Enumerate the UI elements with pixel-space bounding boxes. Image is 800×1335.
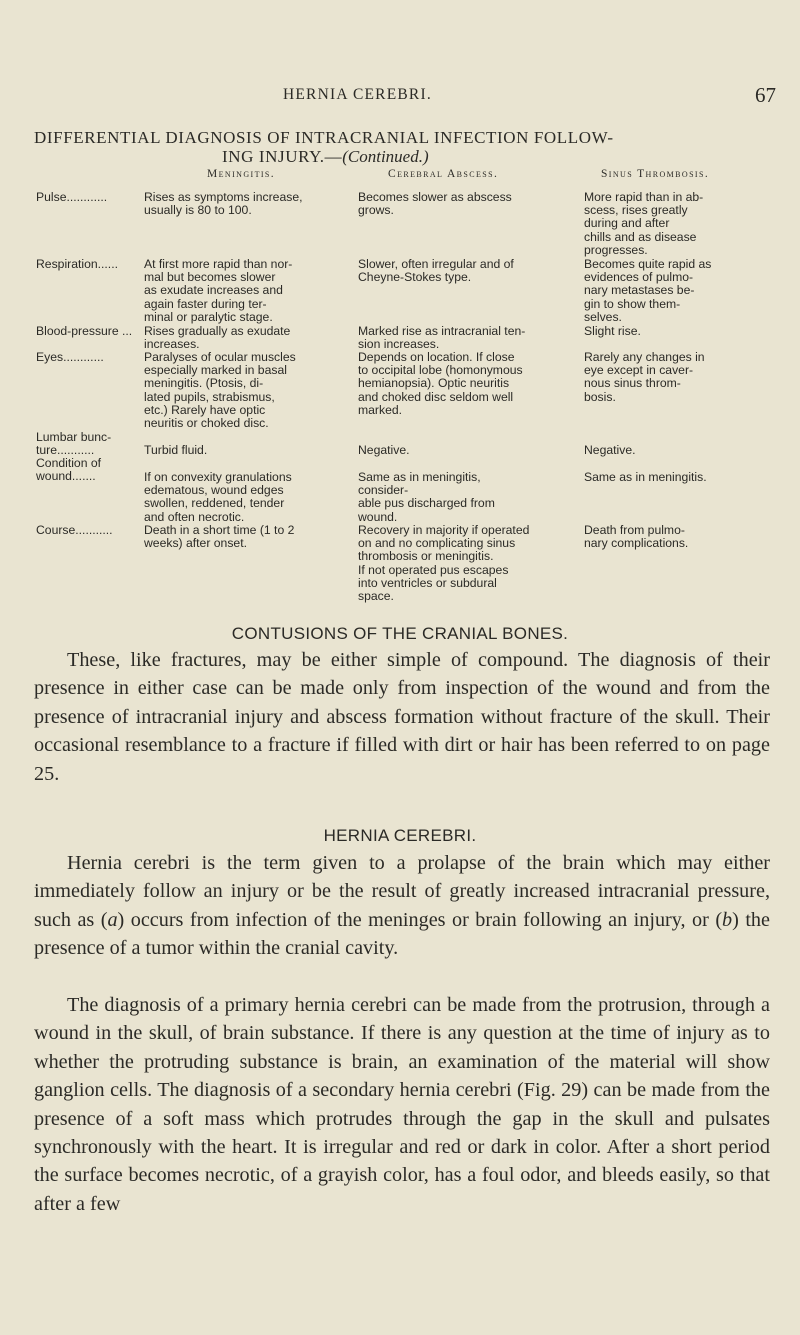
cell-respiration-abscess: Slower, often irregular and of Cheyne-Stokes type.: [358, 257, 514, 285]
cell-pulse-meningitis: Rises as symptoms increase, usually is 80 to 100.: [144, 190, 303, 218]
row-label-lumbar-puncture: Lumbar bunc- ture...........: [36, 430, 112, 458]
row-label-pulse: Pulse............: [36, 190, 108, 204]
cell-blood-pressure-meningitis: Rises gradually as exudate increases.: [144, 324, 291, 352]
table-title: [34, 128, 774, 166]
table-title-line2-text: ING INJURY.—: [222, 147, 343, 166]
cell-eyes-abscess: Depends on location. If close to occipital lobe (homonymous hemianopsia). Optic neuritis and choked disc seldom well marked.: [358, 350, 523, 417]
hernia-p1-letter-a: a: [107, 908, 118, 931]
contusions-paragraph: These, like fractures, may be either simple of compound. The diagnosis of their presence in either case can be made only from inspection of the wound and from the presence of intracranial injury and abscess formation without fracture of the skull. Their occasional resemblance to a fracture if filled with dirt or hair has been referred to on page 25.: [34, 649, 770, 785]
hernia-p1-letter-b: b: [722, 908, 733, 931]
hernia-p1-part-c: ) the presence of a tumor within the cranial cavity.: [34, 908, 770, 960]
contusions-heading: CONTUSIONS OF THE CRANIAL BONES.: [231, 624, 569, 643]
cell-blood-pressure-abscess: Marked rise as intracranial ten- sion increases.: [358, 324, 526, 352]
hernia-paragraph-2: The diagnosis of a primary hernia cerebri can be made from the protrusion, through a wound in the skull, of brain substance. If there is any question at the time of injury as to whether the protruding substance is brain, an examination of the material will show ganglion cells. The diagnosis of a secondary hernia cerebri (Fig. 29) can be made from the presence of a soft mass which protrudes through the gap in the skull and pulsates synchronously with the heart. It is irregular and red or dark in color. After a short period the surface becomes necrotic, of a grayish color, has a foul odor, and bleeds easily, so that after a few: [34, 994, 770, 1215]
hernia-p1-part-a: Hernia cerebri is the term given to a prolapse of the brain which may either immediately follow an injury or be the result of greatly increased intracranial pressure, such as (: [34, 852, 770, 931]
page-number: 67: [755, 83, 776, 107]
cell-pulse-abscess: Becomes slower as abscess grows.: [358, 190, 512, 218]
row-label-respiration: Respiration......: [36, 257, 118, 271]
row-label-blood-pressure: Blood-pressure ...: [36, 324, 133, 338]
cell-lumbar-puncture-meningitis: Turbid fluid.: [144, 443, 208, 457]
cell-course-abscess: Recovery in majority if operated on and no complicating sinus thrombosis or meningitis. If not operated pus escapes into ventricles or subdural space.: [358, 523, 530, 604]
row-label-eyes: Eyes............: [36, 350, 104, 364]
cell-pulse-sinus: More rapid than in ab- scess, rises greatly during and after chills and as disease progresses.: [584, 190, 704, 257]
cell-course-meningitis: Death in a short time (1 to 2 weeks) after onset.: [144, 523, 295, 551]
running-title: HERNIA CEREBRI.: [283, 86, 432, 103]
row-label-course: Course...........: [36, 523, 113, 537]
column-header-abscess: Cerebral Abscess.: [388, 168, 499, 180]
cell-wound-abscess: Same as in meningitis, consider- able pus discharged from wound.: [358, 470, 495, 524]
cell-eyes-sinus: Rarely any changes in eye except in caver- nous sinus throm- bosis.: [584, 350, 705, 404]
cell-lumbar-puncture-abscess: Negative.: [358, 443, 410, 457]
page-header: [0, 83, 800, 110]
column-header-sinus-thrombosis: Sinus Thrombosis.: [601, 168, 710, 180]
cell-wound-meningitis: If on convexity granulations edematous, wound edges swollen, reddened, tender and often necrotic.: [144, 470, 292, 524]
column-header-meningitis: Meningitis.: [207, 168, 276, 180]
cell-respiration-meningitis: At first more rapid than nor- mal but becomes slower as exudate increases and again faster during ter- minal or paralytic stage.: [144, 257, 293, 324]
cell-respiration-sinus: Becomes quite rapid as evidences of pulmo- nary metastases be- gin to show them- selves.: [584, 257, 712, 324]
cell-wound-sinus: Same as in meningitis.: [584, 470, 707, 484]
table-title-line1: DIFFERENTIAL DIAGNOSIS OF INTRACRANIAL INFECTION FOLLOW-: [34, 128, 614, 147]
cell-lumbar-puncture-sinus: Negative.: [584, 443, 636, 457]
table-title-line2: [34, 147, 774, 166]
row-label-condition-of-wound: Condition of wound.......: [36, 456, 102, 484]
hernia-heading: HERNIA CEREBRI.: [323, 826, 477, 845]
cell-course-sinus: Death from pulmo- nary complications.: [584, 523, 689, 551]
cell-blood-pressure-sinus: Slight rise.: [584, 324, 641, 338]
cell-eyes-meningitis: Paralyses of ocular muscles especially marked in basal meningitis. (Ptosis, di- lated pupils, strabismus, etc.) Rarely have optic neuritis or choked disc.: [144, 350, 296, 431]
table-title-continued: (Continued.): [342, 147, 429, 166]
hernia-paragraph-1: [34, 849, 770, 963]
hernia-p1-part-b: ) occurs from infection of the meninges or brain following an injury, or (: [117, 908, 723, 931]
